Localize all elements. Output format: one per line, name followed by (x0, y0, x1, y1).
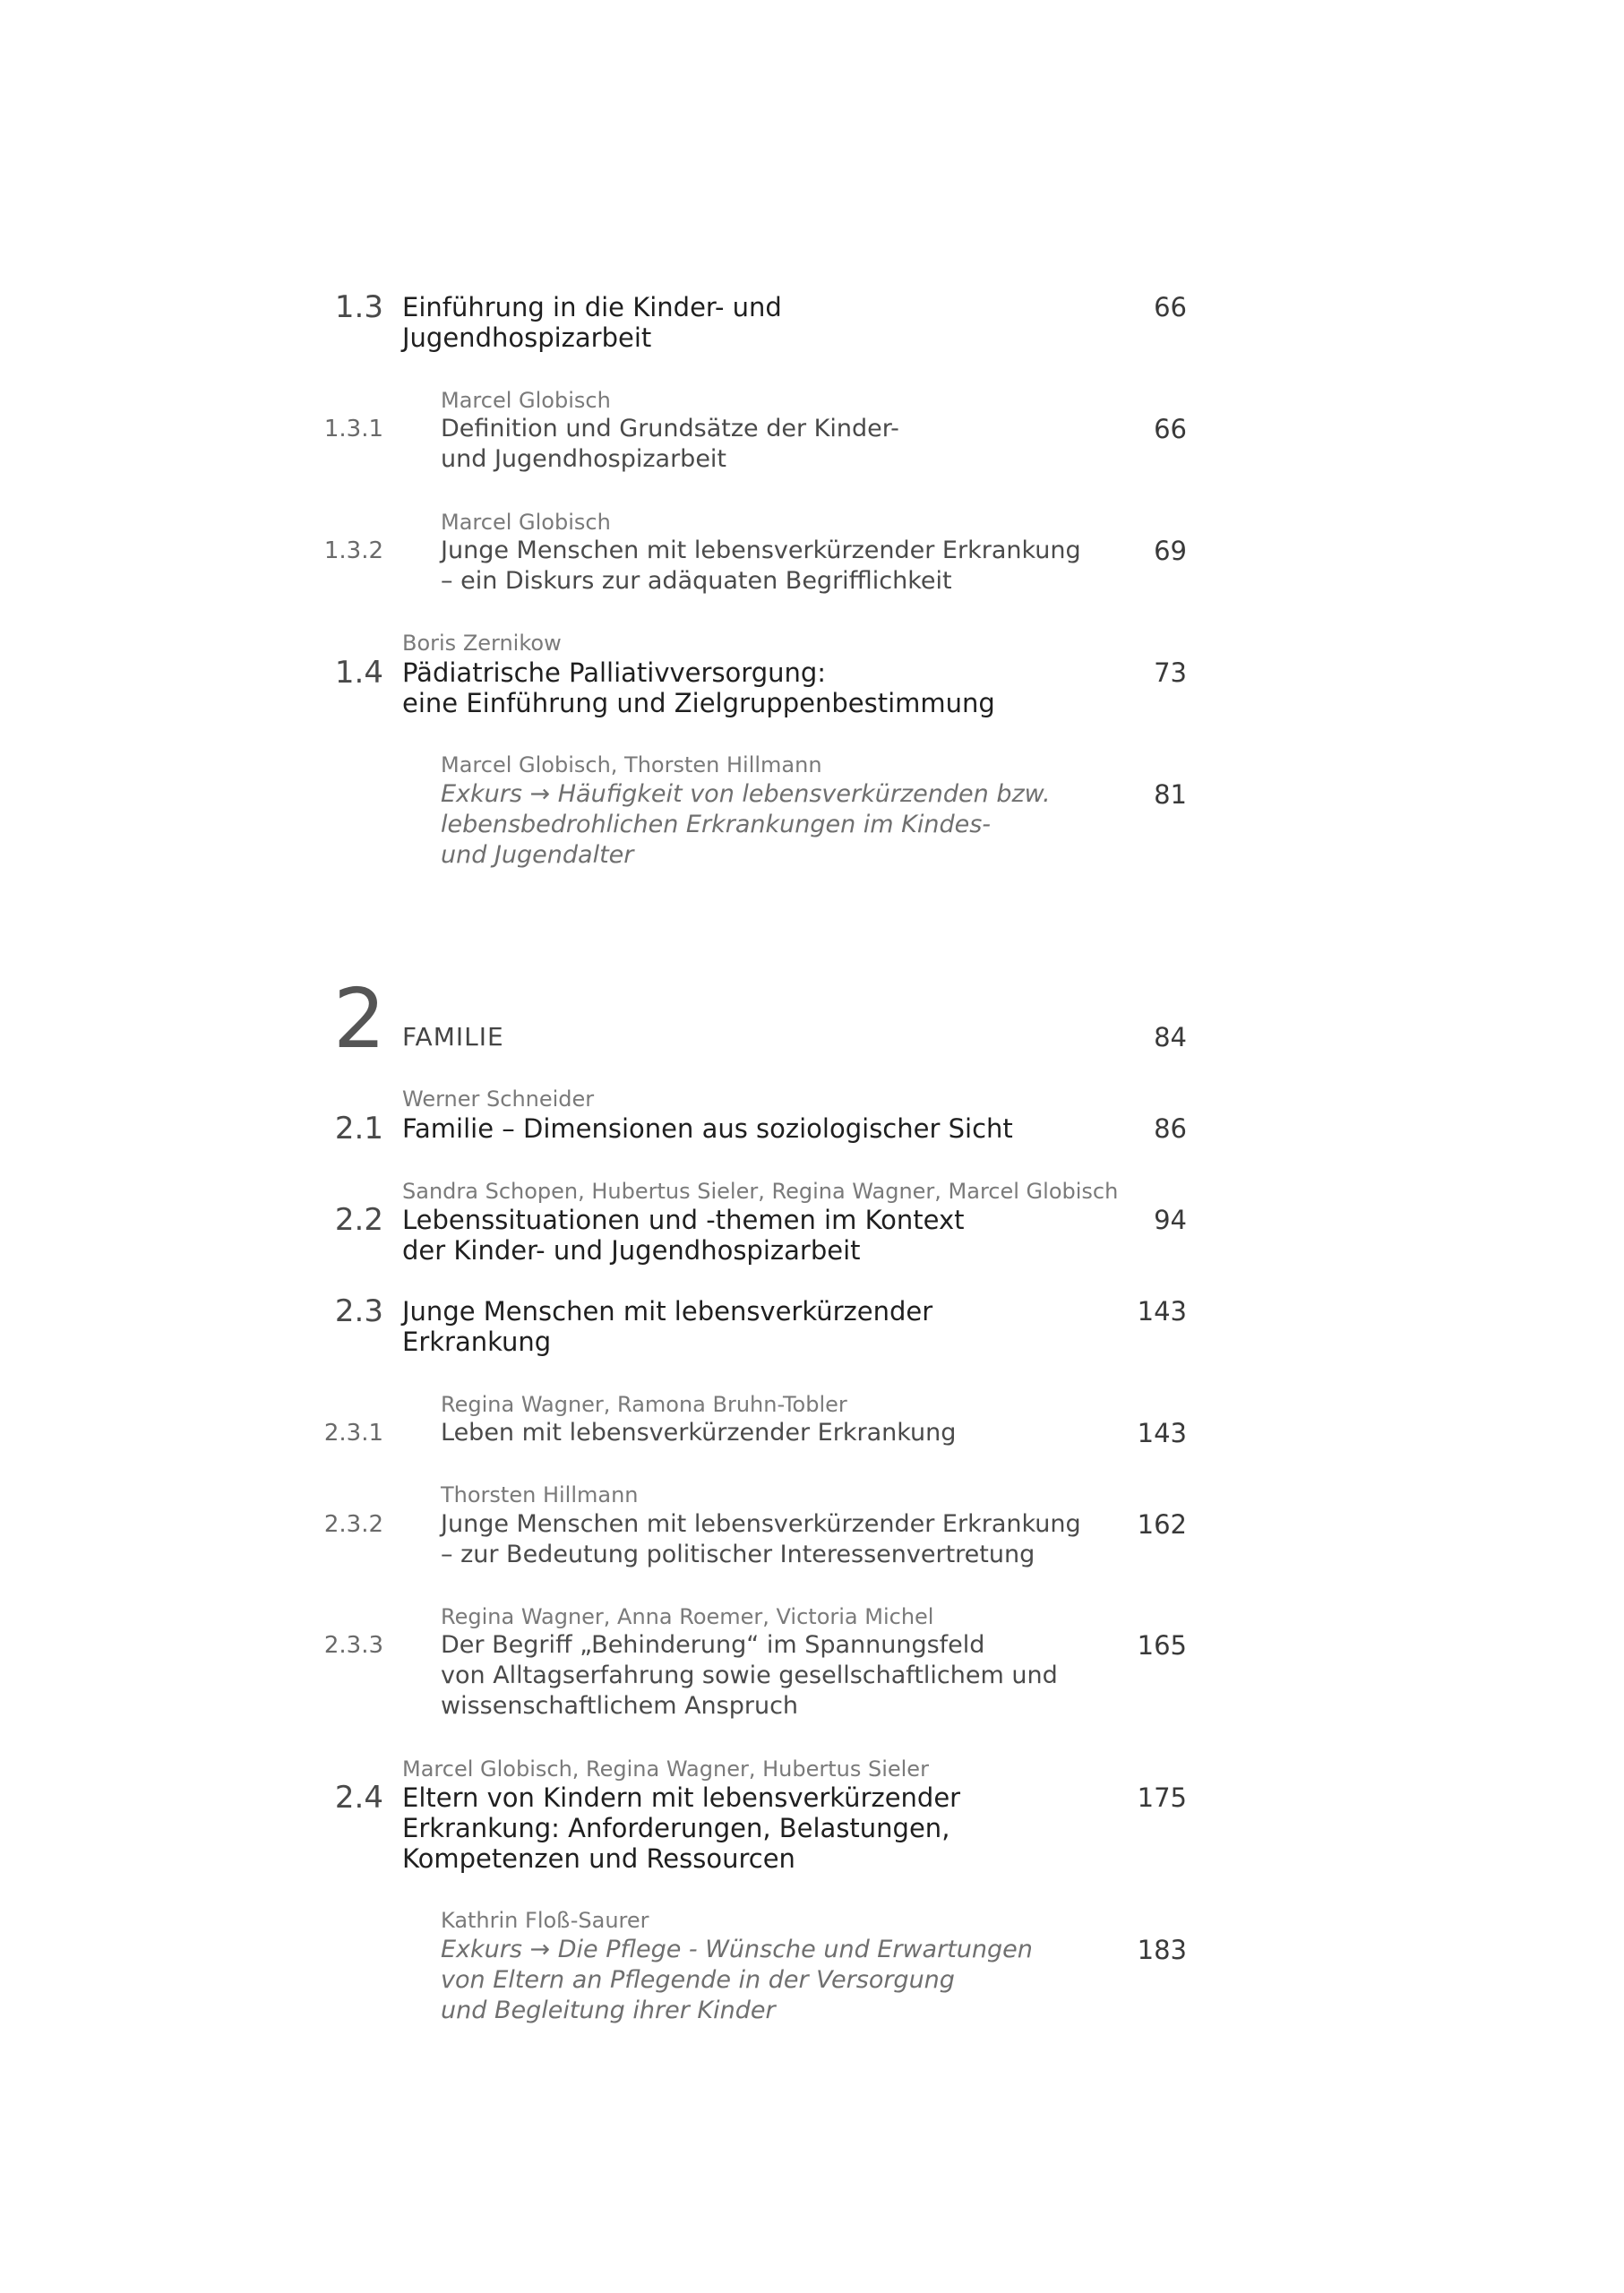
section-title: Familie – Dimensionen aus soziologischer Sicht (402, 1113, 1013, 1144)
author-line: Regina Wagner, Anna Roemer, Victoria Michel (441, 1604, 934, 1629)
chapter-number: 2 (333, 971, 386, 1067)
section-number: 2.3 (334, 1293, 383, 1329)
section-title: Der Begriff „Behinderung“ im Spannungsfeld von Alltagserfahrung sowie gesellschaftlichem und wissenschaftlichem Anspruch (441, 1631, 1058, 1720)
section-title: Junge Menschen mit lebensverkürzender Erkrankung (402, 1296, 933, 1357)
author-line: Marcel Globisch (441, 510, 611, 535)
section-number: 1.4 (334, 655, 383, 691)
section-title: Junge Menschen mit lebensverkürzender Erkrankung – ein Diskurs zur adäquaten Begrifflichkeit (441, 537, 1081, 595)
author-line: Thorsten Hillmann (441, 1482, 639, 1507)
section-number: 2.3.3 (323, 1632, 383, 1659)
page-number: 86 (1154, 1113, 1187, 1144)
page-number: 81 (1154, 779, 1187, 810)
page-number: 162 (1137, 1509, 1187, 1540)
author-line: Marcel Globisch, Regina Wagner, Hubertus Sieler (402, 1756, 929, 1782)
section-title: Junge Menschen mit lebensverkürzender Erkrankung – zur Bedeutung politischer Interessenvertretung (441, 1510, 1081, 1568)
section-number: 2.1 (334, 1111, 383, 1146)
section-number: 2.4 (334, 1780, 383, 1816)
section-number: 1.3 (334, 289, 383, 325)
page-number: 84 (1154, 1022, 1187, 1052)
chapter-title: FAMILIE (402, 1022, 504, 1052)
excursus-title: Exkurs → Häufigkeit von lebensverkürzenden bzw. lebensbedrohlichen Erkrankungen im Kindes- und Jugendalter (441, 780, 1051, 869)
author-line: Marcel Globisch, Thorsten Hillmann (441, 752, 822, 777)
section-title: Einführung in die Kinder- und Jugendhospizarbeit (402, 292, 782, 353)
page-number: 69 (1154, 536, 1187, 566)
page-number: 66 (1154, 414, 1187, 444)
page-number: 66 (1154, 292, 1187, 322)
section-title: Definition und Grundsätze der Kinder- und Jugendhospizarbeit (441, 415, 899, 473)
author-line: Kathrin Floß-Saurer (441, 1908, 649, 1933)
page-number: 143 (1137, 1296, 1187, 1327)
author-line: Boris Zernikow (402, 631, 562, 656)
section-title: Eltern von Kindern mit lebensverkürzender Erkrankung: Anforderungen, Belastungen, Kompetenzen und Ressourcen (402, 1782, 961, 1874)
section-title: Leben mit lebensverkürzender Erkrankung (441, 1419, 957, 1447)
section-number: 2.3.2 (323, 1511, 383, 1538)
author-line: Regina Wagner, Ramona Bruhn-Tobler (441, 1392, 847, 1417)
section-number: 2.2 (334, 1202, 383, 1238)
page-number: 94 (1154, 1205, 1187, 1235)
page-number: 175 (1137, 1782, 1187, 1813)
section-number: 1.3.2 (323, 537, 383, 564)
page-number: 73 (1154, 657, 1187, 688)
section-number: 2.3.1 (323, 1420, 383, 1447)
page-number: 183 (1137, 1935, 1187, 1965)
author-line: Marcel Globisch (441, 388, 611, 413)
author-line: Werner Schneider (402, 1086, 595, 1112)
section-title: Pädiatrische Palliativversorgung: eine Einführung und Zielgruppenbestimmung (402, 657, 995, 718)
section-title: Lebenssituationen und -themen im Kontext der Kinder- und Jugendhospizarbeit (402, 1205, 965, 1266)
section-number: 1.3.1 (323, 416, 383, 442)
author-line: Sandra Schopen, Hubertus Sieler, Regina Wagner, Marcel Globisch (402, 1179, 1119, 1204)
page-number: 143 (1137, 1418, 1187, 1448)
excursus-title: Exkurs → Die Pflege - Wünsche und Erwartungen von Eltern an Pflegende in der Versorgung und Begleitung ihrer Kinder (441, 1936, 1033, 2024)
page-number: 165 (1137, 1630, 1187, 1661)
